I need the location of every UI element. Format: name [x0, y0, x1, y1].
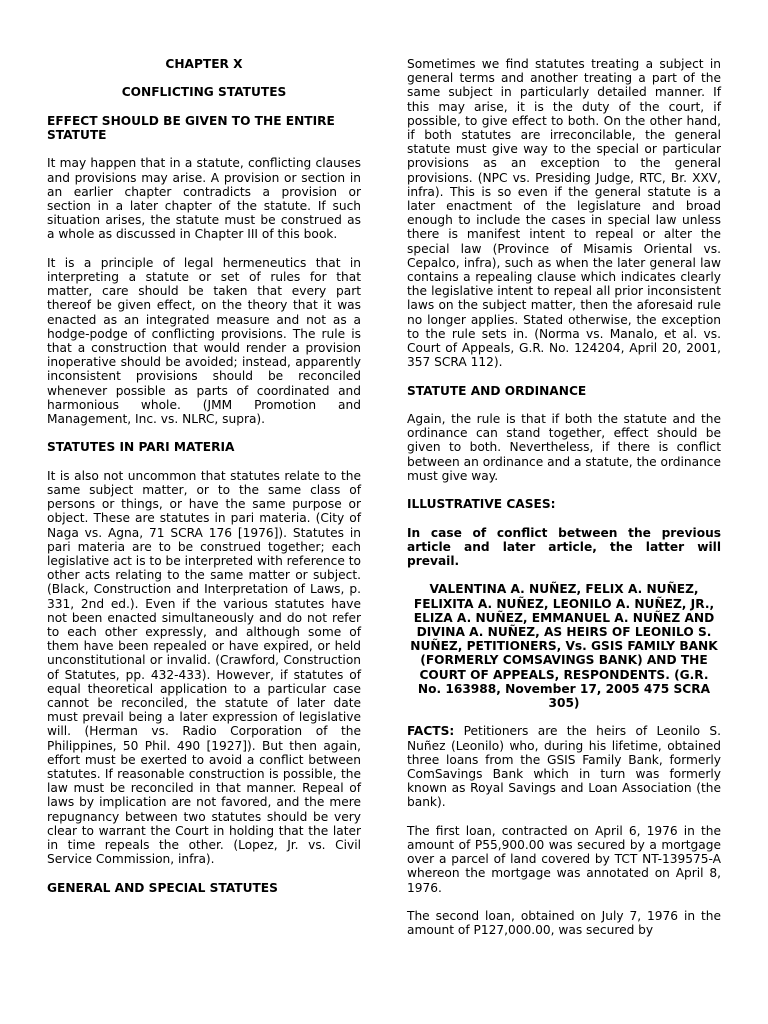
section-heading-pari-materia: STATUTES IN PARI MATERIA	[47, 440, 235, 455]
chapter-title: CONFLICTING STATUTES	[121, 85, 287, 100]
facts-label: FACTS:	[407, 724, 455, 739]
chapter-number: CHAPTER X	[165, 57, 243, 71]
section-heading-statute-ordinance: STATUTE AND ORDINANCE	[407, 383, 587, 398]
paragraph: It is a principle of legal hermeneutics that in interpreting a statute or set of rules for that matter, care should be taken that every part thereof be given effect, on the theory that it was enacted as an integrated measure and not as a hodge-podge of conflicting provisions. The rule is that a construction that would render a provision inoperative should be avoided; instead, apparently inconsistent provisions should be reconciled whenever possible as parts of coordinated and harmonious whole. (JMM Promotion and Management, Inc. vs. NLRC, supra).	[47, 255, 361, 427]
paragraph: The first loan, contracted on April 6, 1976 in the amount of P55,900.00 was secured by a mortgage over a parcel of land covered by TCT NT-139575-A whereon the mortgage was annotated on April 8, 1976.	[407, 823, 721, 895]
section-heading-general-special: GENERAL AND SPECIAL STATUTES	[47, 880, 278, 895]
section-heading-entire-statute: EFFECT SHOULD BE GIVEN TO THE ENTIRE STATUTE	[47, 113, 335, 142]
bold-rule: In case of conflict between the previous article and later article, the latter will prevail.	[407, 525, 721, 569]
case-caption: VALENTINA A. NUÑEZ, FELIX A. NUÑEZ, FELIXITA A. NUÑEZ, LEONILO A. NUÑEZ, JR., ELIZA A. NUÑEZ, EMMANUEL A. NUÑEZ AND DIVINA A. NUÑEZ, AS HEIRS OF LEONILO S. NUÑEZ, PETITIONERS, Vs. GSIS FAMILY BANK (FORMERLY COMSAVINGS BANK) AND THE COURT OF APPEALS, RESPONDENTS. (G.R. No. 163988, November 17, 2005 475 SCRA 305)	[410, 582, 718, 711]
paragraph: It may happen that in a statute, conflicting clauses and provisions may arise. A provision or section in an earlier chapter contradicts a provision or section in a later chapter of the statute. If such situation arises, the statute must be construed as a whole as discussed in Chapter III of this book.	[47, 156, 361, 242]
facts-text: Petitioners are the heirs of Leonilo S. Nuñez (Leonilo) who, during his lifetime, obtained three loans from the GSIS Family Bank, formerly ComSavings Bank which in turn was formerly known as Royal Savings and Loan Association (the bank).	[407, 724, 721, 810]
right-column	[407, 57, 721, 952]
facts-paragraph	[407, 724, 721, 809]
paragraph: Again, the rule is that if both the statute and the ordinance can stand together, effect should be given to both. Nevertheless, if there is conflict between an ordinance and a statute, the ordinance must give way.	[407, 412, 721, 483]
paragraph: Sometimes we find statutes treating a subject in general terms and another treating a part of the same subject in particularly detailed manner. If this may arise, it is the duty of the court, if possible, to give effect to both. On the other hand, if both statutes are irreconcilable, the general statute must give way to the special or particular provisions as an exception to the general provisions. (NPC vs. Presiding Judge, RTC, Br. XXV, infra). This is so even if the general statute is a later enactment of the legislature and broad enough to include the cases in special law unless there is manifest intent to repeal or alter the special law (Province of Misamis Oriental vs. Cepalco, infra), such as when the later general law contains a repealing clause which indicates clearly the legislative intent to repeal all prior inconsistent laws on the subject matter, then the aforesaid rule no longer applies. Stated otherwise, the exception to the rule sets in. (Norma vs. Manalo, et al. vs. Court of Appeals, G.R. No. 124204, April 20, 2001, 357 SCRA 112).	[407, 57, 721, 370]
paragraph: It is also not uncommon that statutes relate to the same subject matter, or to the same class of persons or things, or have the same purpose or object. These are statutes in pari materia. (City of Naga vs. Agna, 71 SCRA 176 [1976]). Statutes in pari materia are to be construed together; each legislative act is to be interpreted with reference to other acts relating to the same matter or subject. (Black, Construction and Interpretation of Laws, p. 331, 2nd ed.). Even if the various statutes have not been enacted simultaneously and do not refer to each other expressly, and although some of them have been repealed or have expired, or held unconstitutional or invalid. (Crawford, Construction of Statutes, pp. 432-433). However, if statutes of equal theoretical application to a particular case cannot be reconciled, the statute of later date must prevail being a later expression of legislative will. (Herman vs. Radio Corporation of the Philippines, 50 Phil. 490 [1927]). But then again, effort must be exerted to avoid a conflict between statutes. If reasonable construction is possible, the law must be reconciled in that manner. Repeal of laws by implication are not favored, and the mere repugnancy between two statutes should be very clear to warrant the Court in holding that the later in time repeals the other. (Lopez, Jr. vs. Civil Service Commission, infra).	[47, 468, 361, 867]
section-heading-illustrative-cases: ILLUSTRATIVE CASES:	[407, 497, 556, 512]
left-column	[47, 57, 361, 909]
paragraph: The second loan, obtained on July 7, 1976 in the amount of P127,000.00, was secured by	[407, 909, 721, 938]
